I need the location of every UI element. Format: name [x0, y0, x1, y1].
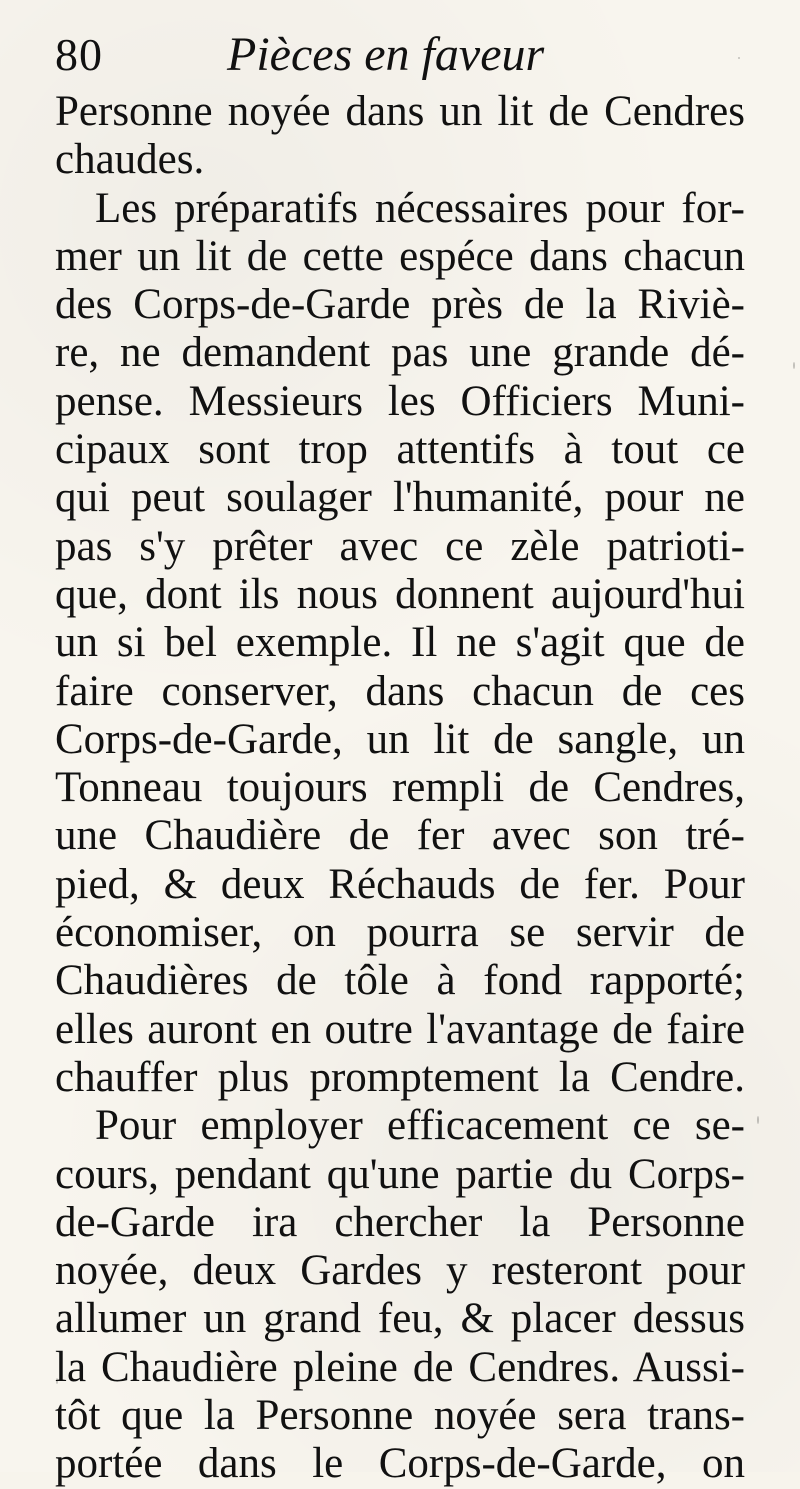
text-line: re, ne demandent pas une grande dé- [55, 329, 745, 377]
text-line: Pour employer efficacement ce se- [95, 1102, 745, 1150]
text-line: Corps-de-Garde, un lit de sangle, un [55, 715, 745, 763]
page-number: 80 [55, 29, 103, 80]
text-line: chaudes. [55, 136, 205, 184]
text-line: la Chaudière pleine de Cendres. Aussi- [55, 1343, 745, 1391]
text-line: Chaudières de tôle à fond rapporté; [55, 957, 745, 1005]
text-line: portée dans le Corps-de-Garde, on [55, 1440, 745, 1488]
text-line: un si bel exemple. Il ne s'agit que de [55, 619, 745, 667]
text-line: une Chaudière de fer avec son tré- [55, 812, 745, 860]
text-line: pied, & deux Réchauds de fer. Pour [55, 860, 745, 908]
text-line: mer un lit de cette espéce dans chacun [55, 232, 745, 280]
text-line: qui peut soulager l'humanité, pour ne [55, 474, 745, 522]
text-line: de-Garde ira chercher la Personne [55, 1198, 745, 1246]
paper-speck [56, 1378, 58, 1384]
text-line: cipaux sont trop attentifs à tout ce [55, 426, 745, 474]
text-line: noyée, deux Gardes y resteront pour [55, 1247, 745, 1295]
text-line: Personne noyée dans un lit de Cendres [55, 88, 745, 135]
page-header [55, 24, 565, 86]
paper-speck [793, 362, 795, 369]
text-line: elles auront en outre l'avantage de faire [55, 1005, 745, 1053]
text-line: tôt que la Personne noyée sera trans- [55, 1392, 745, 1440]
text-line: cours, pendant qu'une partie du Corps- [55, 1150, 745, 1198]
text-line: allumer un grand feu, & placer dessus [55, 1295, 745, 1343]
running-head: Pièces en faveur [227, 28, 545, 81]
text-line: des Corps-de-Garde près de la Riviè- [55, 281, 745, 329]
body-text [55, 88, 745, 1489]
text-line: pas s'y prêter avec ce zèle patrioti- [55, 522, 745, 570]
text-line: chauffer plus promptement la Cendre. [55, 1053, 745, 1101]
paper-speck [757, 1116, 759, 1124]
paper-speck [738, 57, 740, 59]
text-line: pense. Messieurs les Officiers Muni- [55, 377, 745, 425]
text-line: faire conserver, dans chacun de ces [55, 667, 745, 715]
text-line: Tonneau toujours rempli de Cendres, [55, 764, 745, 812]
text-line: économiser, on pourra se servir de [55, 909, 745, 957]
text-line: Les préparatifs nécessaires pour for- [95, 184, 745, 232]
text-line: que, dont ils nous donnent aujourd'hui [55, 570, 745, 618]
